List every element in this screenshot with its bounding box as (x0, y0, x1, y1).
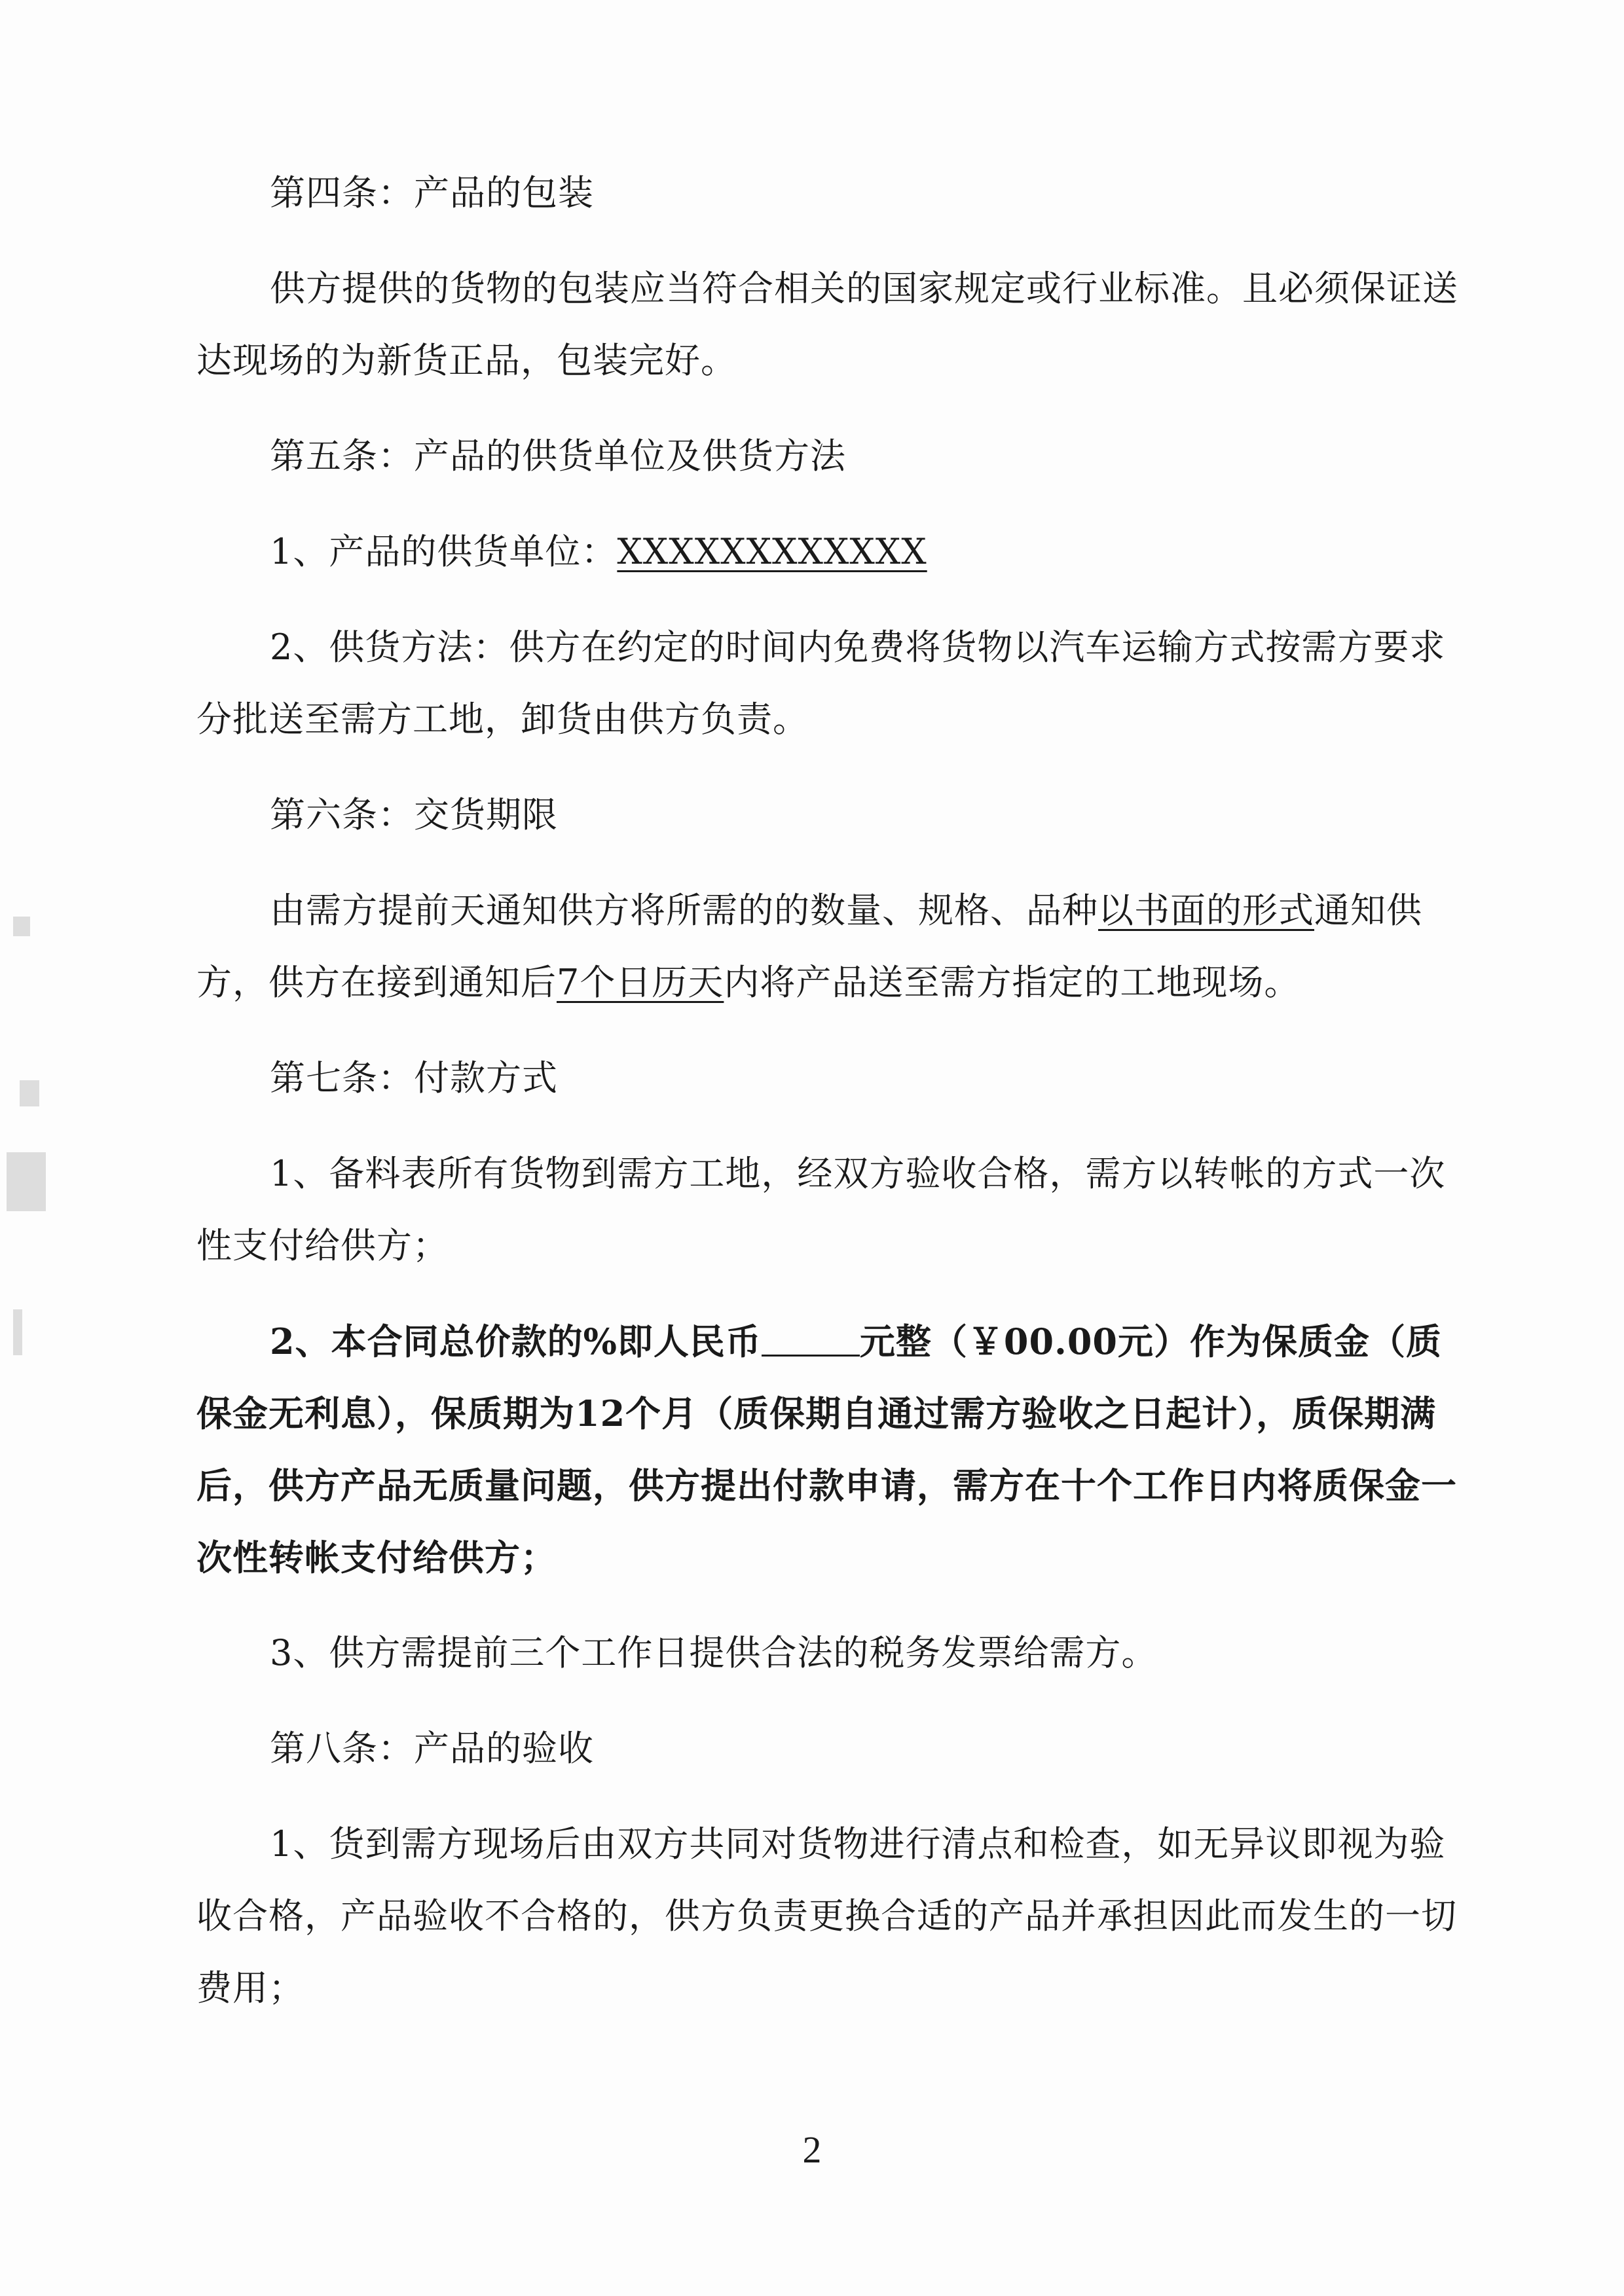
section-heading-5: 第五条：产品的供货单位及供货方法 (270, 435, 846, 477)
supplier-value: XXXXXXXXXXXX (617, 531, 927, 572)
page-number: 2 (802, 2128, 822, 2171)
section-heading-8: 第八条：产品的验收 (270, 1728, 594, 1769)
scan-artifact (13, 917, 30, 936)
section-7-item-1: 1、备料表所有货物到需方工地，经双方验收合格，需方以转帐的方式一次性支付给供方； (196, 1153, 1446, 1266)
section-8-item-1: 1、货到需方现场后由双方共同对货物进行清点和检查，如无异议即视为验收合格，产品验收不合格的，供方负责更换合适的产品并承担因此而发生的一切费用； (196, 1823, 1457, 2009)
text-run: 2、本合同总价款的%即人民币 (270, 1321, 762, 1362)
section-heading-4: 第四条：产品的包装 (270, 172, 594, 213)
section-4-paragraph: 供方提供的货物的包装应当符合相关的国家规定或行业标准。且必须保证送达现场的为新货正品，包装完好。 (196, 268, 1458, 381)
section-heading-7: 第七条：付款方式 (270, 1057, 558, 1099)
underlined-term: 以书面的形式 (1098, 890, 1314, 931)
scan-artifact (7, 1152, 46, 1211)
text-run: 通知供方，供方在接到通知后 (196, 890, 1422, 1003)
text-run: 内将产品送至需方指定的工地现场。 (724, 962, 1301, 1003)
section-6-paragraph (196, 875, 1473, 1019)
scan-artifact (20, 1080, 39, 1106)
section-5-supplier-line (196, 516, 1473, 588)
section-7-item-2 (196, 1305, 1473, 1594)
text-run: 由需方提前天通知供方将所需的的数量、规格、品种 (270, 890, 1098, 931)
scan-artifact (13, 1309, 22, 1355)
text-run: 元整（￥00.00元）作为保质金（质保金无利息），保质期为12个月（质保期自通过需方验收之日起计），质保期满后，供方产品无质量问题，供方提出付款申请，需方在十个工作日内将质保金一次性转帐支付给供方； (196, 1321, 1457, 1578)
section-5-delivery-method: 2、供货方法：供方在约定的时间内免费将货物以汽车运输方式按需方要求分批送至需方工地，卸货由供方负责。 (196, 627, 1446, 740)
document-body (196, 157, 1473, 2048)
underlined-term: 7个日历天 (557, 962, 724, 1003)
blank-field (762, 1323, 860, 1357)
supplier-label: 1、产品的供货单位： (270, 531, 618, 572)
section-heading-6: 第六条：交货期限 (270, 794, 558, 835)
section-7-item-3: 3、供方需提前三个工作日提供合法的税务发票给需方。 (270, 1632, 1158, 1673)
